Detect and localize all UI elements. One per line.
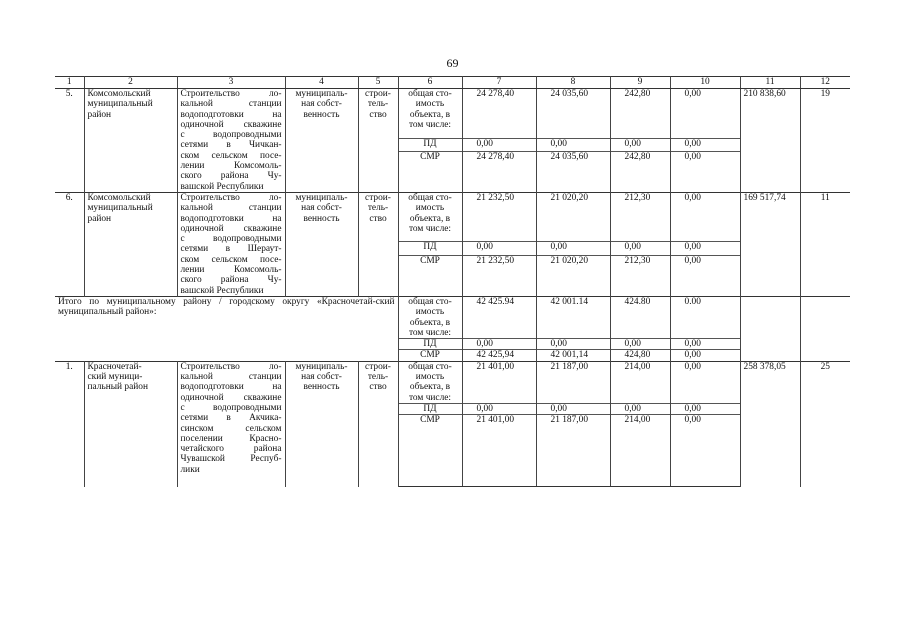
total-value-cell: 212,30 bbox=[610, 192, 670, 242]
text-line: вашской Республики bbox=[180, 285, 264, 296]
text-line: общая сто- bbox=[408, 192, 452, 203]
column-header-11: 11 bbox=[740, 77, 800, 89]
text-line: венность bbox=[303, 382, 340, 393]
text-line: одиночной скважине bbox=[180, 392, 282, 403]
column-header-2: 2 bbox=[84, 77, 177, 89]
column-header-12: 12 bbox=[800, 77, 850, 89]
total-value-cell: 42 001.14 bbox=[536, 296, 610, 338]
smr-label-cell: СМР bbox=[398, 151, 462, 192]
smr-value-cell: 24 035,60 bbox=[536, 151, 610, 192]
smr-label-cell: СМР bbox=[398, 415, 462, 487]
text-line: Строительство ло- bbox=[180, 89, 282, 99]
text-line: Комсомольский bbox=[87, 89, 151, 99]
object-row bbox=[55, 192, 850, 242]
col11-cell bbox=[740, 296, 800, 361]
pd-value-cell: 0,00 bbox=[610, 242, 670, 255]
text-line: имость bbox=[415, 203, 445, 214]
pd-label-cell: ПД bbox=[398, 138, 462, 151]
text-line: лении Комсомоль- bbox=[180, 161, 282, 172]
text-line: с водопроводными bbox=[180, 234, 282, 245]
smr-value-cell: 242,80 bbox=[610, 151, 670, 192]
pd-value-cell: 0,00 bbox=[670, 138, 740, 151]
column-header-6: 6 bbox=[398, 77, 462, 89]
district-cell bbox=[84, 192, 177, 296]
total-value-cell: 24 035,60 bbox=[536, 89, 610, 139]
smr-value-cell: 212,30 bbox=[610, 255, 670, 296]
smr-value-cell: 424,80 bbox=[610, 350, 670, 361]
smr-value-cell: 0,00 bbox=[670, 255, 740, 296]
text-line: Строительство ло- bbox=[180, 192, 282, 203]
smr-value-cell: 21 401,00 bbox=[462, 415, 536, 487]
work-type-cell bbox=[358, 89, 398, 193]
ownership-cell bbox=[285, 89, 358, 193]
text-line: сетями в Акчика- bbox=[180, 413, 282, 424]
investment-table bbox=[55, 76, 850, 487]
smr-label-cell: СМР bbox=[398, 255, 462, 296]
total-value-cell: 242,80 bbox=[610, 89, 670, 139]
text-line: тель- bbox=[367, 372, 389, 383]
col11-cell: 210 838,60 bbox=[740, 89, 800, 193]
col11-cell: 258 378,05 bbox=[740, 361, 800, 486]
text-line: строи- bbox=[365, 89, 391, 99]
pd-value-cell: 0,00 bbox=[462, 138, 536, 151]
text-line: синском сельском bbox=[180, 423, 282, 434]
text-line: объекта, в bbox=[409, 213, 451, 224]
text-line: объекта, в bbox=[409, 109, 451, 120]
pd-value-cell: 0,00 bbox=[462, 339, 536, 350]
row-number: 6. bbox=[55, 192, 84, 296]
pd-value-cell: 0,00 bbox=[536, 403, 610, 414]
text-line: общая сто- bbox=[408, 296, 452, 307]
column-header-9: 9 bbox=[610, 77, 670, 89]
ownership-cell bbox=[285, 361, 358, 486]
text-line: кальной станции bbox=[180, 203, 282, 214]
text-line: вашской Республики bbox=[180, 181, 264, 192]
pd-value-cell: 0,00 bbox=[536, 242, 610, 255]
text-line: объекта, в bbox=[409, 317, 451, 328]
text-line: венность bbox=[303, 213, 340, 224]
pd-value-cell: 0,00 bbox=[610, 138, 670, 151]
text-line: район bbox=[87, 109, 112, 120]
text-line: ский муници- bbox=[87, 372, 143, 383]
text-line: одиночной скважине bbox=[180, 119, 282, 130]
pd-value-cell: 0,00 bbox=[670, 339, 740, 350]
smr-value-cell: 42 001,14 bbox=[536, 350, 610, 361]
total-value-cell: 21 232,50 bbox=[462, 192, 536, 242]
smr-value-cell: 0,00 bbox=[670, 151, 740, 192]
text-line: ском сельском посе- bbox=[180, 254, 282, 265]
total-value-cell: 214,00 bbox=[610, 361, 670, 403]
text-line: строи- bbox=[365, 361, 391, 372]
pd-value-cell: 0,00 bbox=[536, 339, 610, 350]
column-number-header bbox=[55, 77, 850, 89]
text-line: том числе: bbox=[408, 119, 452, 130]
district-cell bbox=[84, 89, 177, 193]
col12-cell: 11 bbox=[800, 192, 850, 296]
row-number: 1. bbox=[55, 361, 84, 486]
total-value-cell: 0.00 bbox=[670, 296, 740, 338]
total-label-cell bbox=[398, 192, 462, 242]
text-line: имость bbox=[415, 99, 445, 110]
total-value-cell: 21 020,20 bbox=[536, 192, 610, 242]
subtotal-row bbox=[55, 296, 850, 338]
text-line: том числе: bbox=[408, 327, 452, 338]
text-line: муниципаль- bbox=[295, 361, 348, 372]
object-row bbox=[55, 89, 850, 139]
total-value-cell: 0,00 bbox=[670, 89, 740, 139]
text-line: сетями в Чичкан- bbox=[180, 140, 282, 151]
smr-value-cell: 0,00 bbox=[670, 415, 740, 487]
text-line: имость bbox=[415, 372, 445, 383]
text-line: муниципальный bbox=[87, 99, 153, 110]
pd-value-cell: 0,00 bbox=[670, 403, 740, 414]
text-line: объекта, в bbox=[409, 382, 451, 393]
text-line: ском сельском посе- bbox=[180, 150, 282, 161]
text-line: том числе: bbox=[408, 223, 452, 234]
district-cell bbox=[84, 361, 177, 486]
text-line: строи- bbox=[365, 192, 391, 203]
column-header-7: 7 bbox=[462, 77, 536, 89]
smr-value-cell: 21 187,00 bbox=[536, 415, 610, 487]
text-line: Строительство ло- bbox=[180, 361, 282, 372]
smr-value-cell: 21 020,20 bbox=[536, 255, 610, 296]
smr-label-cell: СМР bbox=[398, 350, 462, 361]
text-line: лении Комсомоль- bbox=[180, 265, 282, 276]
column-header-8: 8 bbox=[536, 77, 610, 89]
text-line: кальной станции bbox=[180, 372, 282, 383]
text-line: муниципаль- bbox=[295, 192, 348, 203]
text-line: водоподготовки на bbox=[180, 109, 282, 120]
text-line: одиночной скважине bbox=[180, 223, 282, 234]
col11-cell: 169 517,74 bbox=[740, 192, 800, 296]
total-value-cell: 0,00 bbox=[670, 361, 740, 403]
total-label-cell bbox=[398, 89, 462, 139]
text-line: четайского района bbox=[180, 444, 282, 455]
text-line: с водопроводными bbox=[180, 402, 282, 413]
total-value-cell: 21 187,00 bbox=[536, 361, 610, 403]
smr-value-cell: 214,00 bbox=[610, 415, 670, 487]
total-value-cell: 24 278,40 bbox=[462, 89, 536, 139]
text-line: Комсомольский bbox=[87, 192, 151, 203]
text-line: поселении Красно- bbox=[180, 433, 282, 444]
column-header-10: 10 bbox=[670, 77, 740, 89]
column-header-1: 1 bbox=[55, 77, 84, 89]
total-value-cell: 424.80 bbox=[610, 296, 670, 338]
total-label-cell bbox=[398, 361, 462, 403]
work-type-cell bbox=[358, 361, 398, 486]
text-line: водоподготовки на bbox=[180, 382, 282, 393]
text-line: том числе: bbox=[408, 392, 452, 403]
text-line: лики bbox=[180, 464, 200, 475]
page-number: 69 bbox=[446, 56, 459, 70]
text-line: ная собст- bbox=[301, 99, 342, 110]
text-line: ского района Чу- bbox=[180, 275, 282, 286]
text-line: венность bbox=[303, 109, 340, 120]
smr-value-cell: 21 232,50 bbox=[462, 255, 536, 296]
text-line: ство bbox=[369, 382, 387, 393]
total-value-cell: 0,00 bbox=[670, 192, 740, 242]
text-line: ная собст- bbox=[301, 372, 342, 383]
total-value-cell: 42 425.94 bbox=[462, 296, 536, 338]
object-row bbox=[55, 361, 850, 403]
subtotal-text: Итого по муниципальному району / городскому округу «Красночетай-ский муниципальный район»: bbox=[55, 296, 398, 361]
pd-value-cell: 0,00 bbox=[536, 138, 610, 151]
text-line: имость bbox=[415, 307, 445, 318]
smr-value-cell: 42 425,94 bbox=[462, 350, 536, 361]
text-line: водоподготовки на bbox=[180, 213, 282, 224]
work-type-cell bbox=[358, 192, 398, 296]
text-line: сетями в Шераут- bbox=[180, 244, 282, 255]
col12-cell bbox=[800, 296, 850, 361]
text-line: ство bbox=[369, 109, 387, 120]
smr-value-cell: 0,00 bbox=[670, 350, 740, 361]
text-line: муниципаль- bbox=[295, 89, 348, 99]
description-cell bbox=[177, 361, 285, 486]
smr-value-cell: 24 278,40 bbox=[462, 151, 536, 192]
pd-value-cell: 0,00 bbox=[462, 242, 536, 255]
text-line: общая сто- bbox=[408, 361, 452, 372]
row-number: 5. bbox=[55, 89, 84, 193]
total-value-cell: 21 401,00 bbox=[462, 361, 536, 403]
text-line: ского района Чу- bbox=[180, 171, 282, 182]
pd-value-cell: 0,00 bbox=[610, 339, 670, 350]
text-line: Красночетай- bbox=[87, 361, 142, 372]
text-line: с водопроводными bbox=[180, 130, 282, 141]
text-line: кальной станции bbox=[180, 99, 282, 110]
col12-cell: 19 bbox=[800, 89, 850, 193]
text-line: муниципальный bbox=[87, 203, 153, 214]
total-label-cell bbox=[398, 296, 462, 338]
text-line: район bbox=[87, 213, 112, 224]
pd-value-cell: 0,00 bbox=[610, 403, 670, 414]
pd-value-cell: 0,00 bbox=[462, 403, 536, 414]
ownership-cell bbox=[285, 192, 358, 296]
text-line: ство bbox=[369, 213, 387, 224]
pd-label-cell: ПД bbox=[398, 403, 462, 414]
text-line: ная собст- bbox=[301, 203, 342, 214]
text-line: Чувашской Респуб- bbox=[180, 454, 282, 465]
column-header-3: 3 bbox=[177, 77, 285, 89]
col12-cell: 25 bbox=[800, 361, 850, 486]
pd-value-cell: 0,00 bbox=[670, 242, 740, 255]
column-header-5: 5 bbox=[358, 77, 398, 89]
column-header-4: 4 bbox=[285, 77, 358, 89]
text-line: пальный район bbox=[87, 382, 148, 393]
description-cell bbox=[177, 192, 285, 296]
text-line: тель- bbox=[367, 99, 389, 110]
text-line: тель- bbox=[367, 203, 389, 214]
pd-label-cell: ПД bbox=[398, 339, 462, 350]
description-cell bbox=[177, 89, 285, 193]
text-line: общая сто- bbox=[408, 89, 452, 99]
pd-label-cell: ПД bbox=[398, 242, 462, 255]
